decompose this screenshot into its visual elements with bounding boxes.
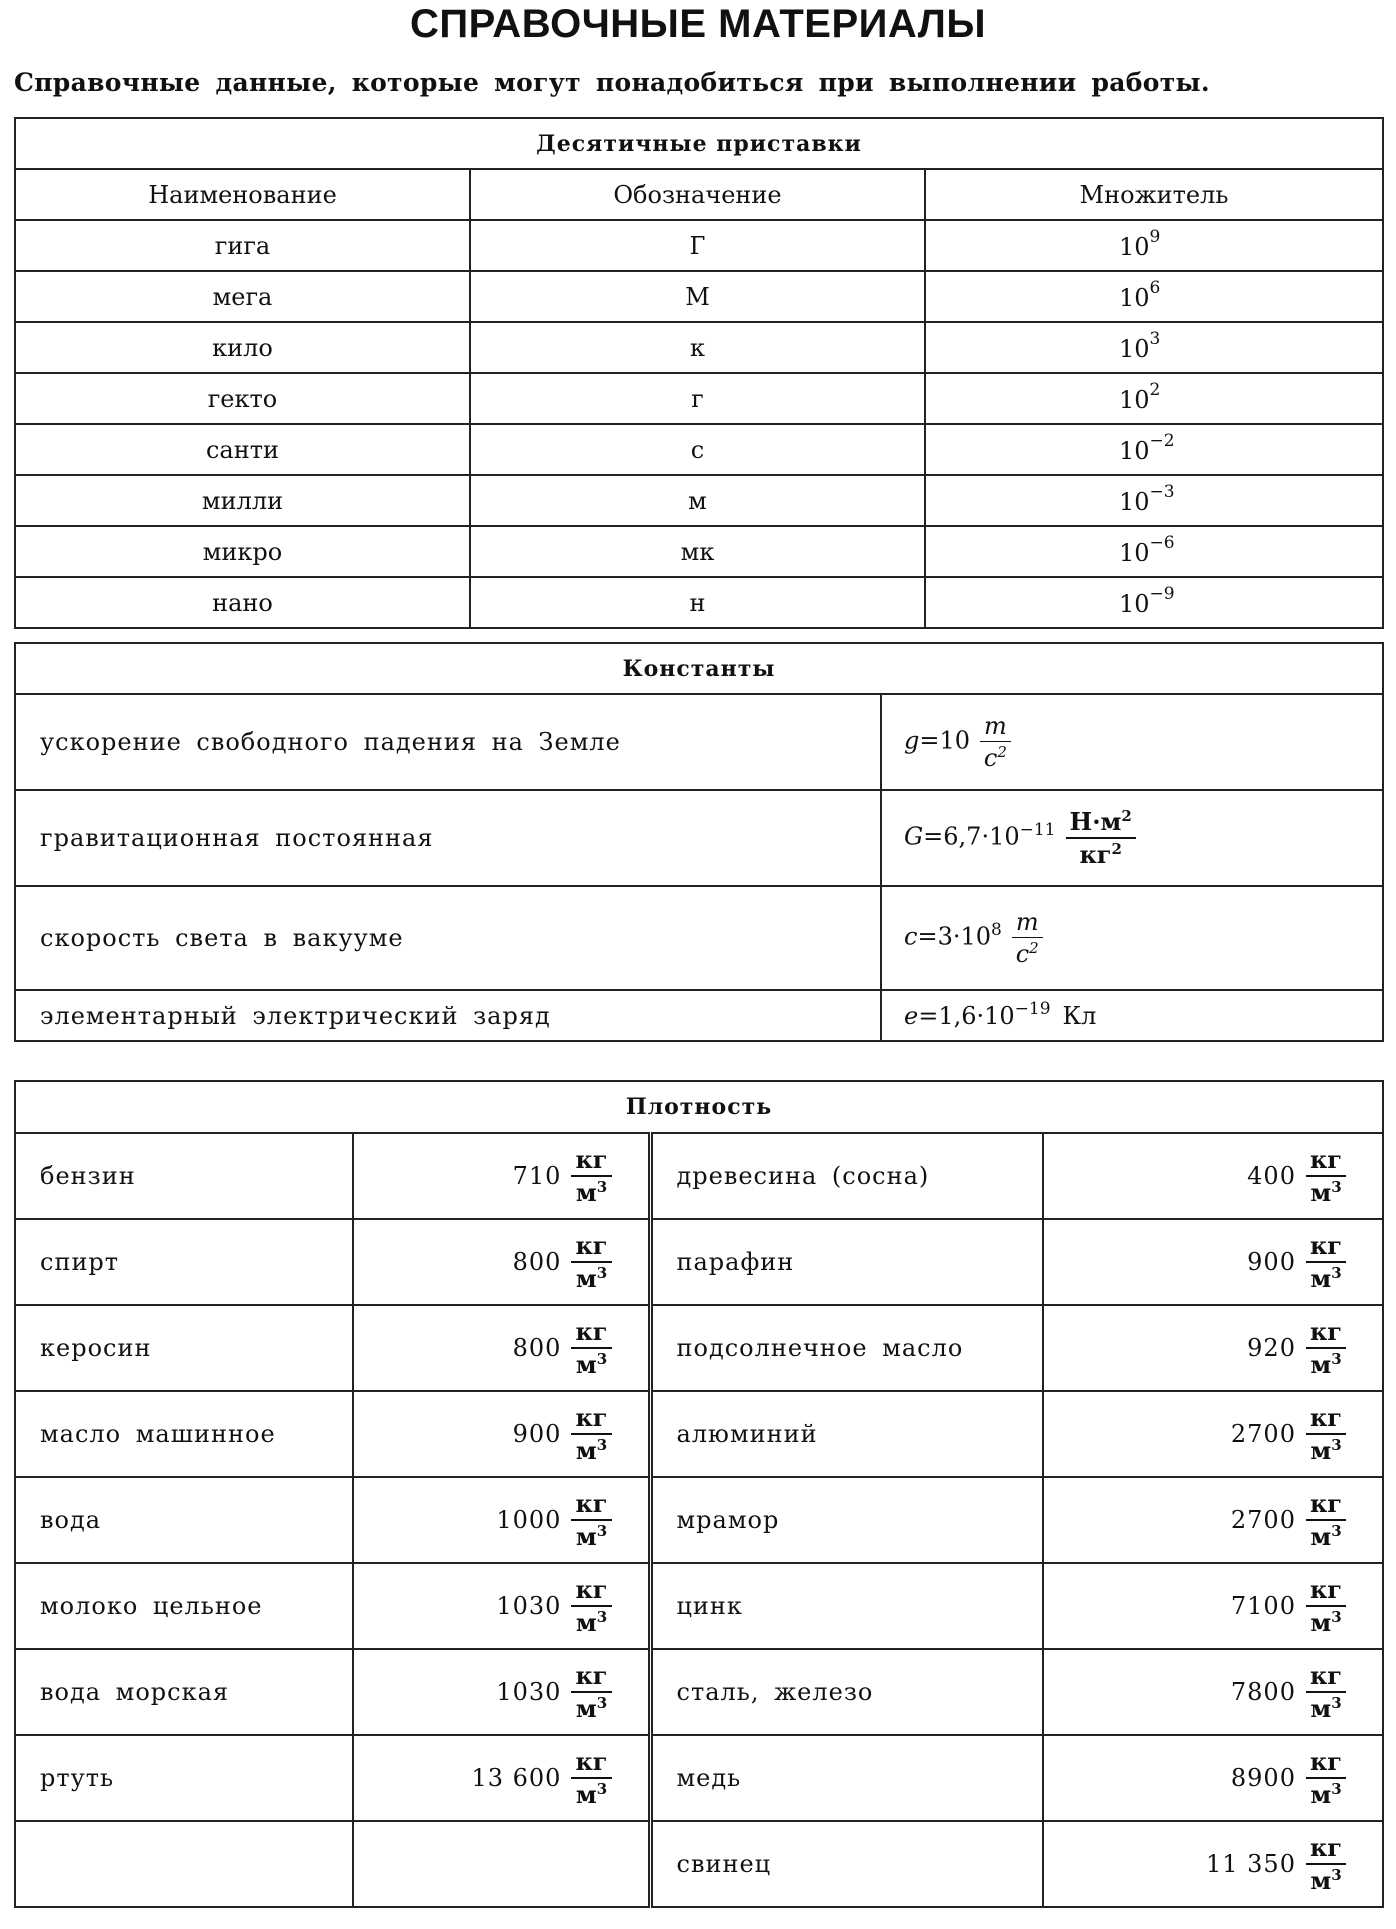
prefix-multiplier bbox=[925, 373, 1383, 424]
unit-denominator-exponent: 3 bbox=[1331, 1522, 1342, 1540]
unit-numerator: кг bbox=[1306, 1661, 1346, 1693]
density-value-cell bbox=[1043, 1563, 1383, 1649]
density-substance: древесина (сосна) bbox=[650, 1133, 1043, 1219]
density-value: 7100 bbox=[1230, 1592, 1296, 1620]
constant-row bbox=[15, 886, 1383, 990]
density-unit bbox=[1306, 1833, 1346, 1895]
prefix-multiplier bbox=[925, 475, 1383, 526]
density-value-cell bbox=[353, 1305, 650, 1391]
constant-unit bbox=[1066, 807, 1136, 869]
density-substance: масло машинное bbox=[15, 1391, 353, 1477]
density-substance: подсолнечное масло bbox=[650, 1305, 1043, 1391]
prefix-row bbox=[15, 271, 1383, 322]
multiplier-base: 10 bbox=[1119, 589, 1150, 618]
density-unit bbox=[571, 1747, 611, 1809]
density-row bbox=[15, 1821, 1383, 1907]
constant-formula bbox=[881, 694, 1383, 790]
prefix-name: гекто bbox=[15, 373, 470, 424]
multiplier-base: 10 bbox=[1119, 487, 1150, 516]
unit-numerator: кг bbox=[1306, 1317, 1346, 1349]
density-row bbox=[15, 1305, 1383, 1391]
prefix-symbol: мк bbox=[470, 526, 925, 577]
unit-denominator: кг bbox=[1079, 840, 1112, 869]
multiplier-exponent: −3 bbox=[1149, 481, 1175, 502]
unit-denominator-exponent: 3 bbox=[596, 1436, 608, 1454]
unit-denominator: м bbox=[1310, 1780, 1332, 1809]
unit-denominator: c bbox=[983, 744, 998, 772]
constant-name: скорость света в вакууме bbox=[15, 886, 881, 990]
density-value: 900 bbox=[512, 1420, 562, 1448]
density-unit bbox=[1306, 1317, 1346, 1379]
density-value-cell bbox=[1043, 1477, 1383, 1563]
density-value: 1030 bbox=[496, 1592, 562, 1620]
prefix-name: кило bbox=[15, 322, 470, 373]
density-unit bbox=[1306, 1661, 1346, 1723]
constant-unit: Кл bbox=[1062, 1001, 1097, 1030]
column-header-symbol: Обозначение bbox=[470, 169, 925, 220]
prefix-symbol: к bbox=[470, 322, 925, 373]
unit-denominator: м bbox=[1310, 1522, 1332, 1551]
prefix-multiplier bbox=[925, 577, 1383, 628]
constant-name: элементарный электрический заряд bbox=[15, 990, 881, 1041]
prefix-name: микро bbox=[15, 526, 470, 577]
column-header-multiplier: Множитель bbox=[925, 169, 1383, 220]
prefix-name: санти bbox=[15, 424, 470, 475]
constant-exponent: −19 bbox=[1014, 998, 1051, 1019]
density-substance: сталь, железо bbox=[650, 1649, 1043, 1735]
unit-denominator-exponent: 3 bbox=[596, 1780, 608, 1798]
density-value-cell bbox=[353, 1219, 650, 1305]
prefixes-column-headers bbox=[15, 169, 1383, 220]
density-unit bbox=[1306, 1403, 1346, 1465]
density-value-cell bbox=[1043, 1133, 1383, 1219]
multiplier-exponent: −2 bbox=[1149, 430, 1175, 451]
unit-denominator-exponent: 3 bbox=[1331, 1178, 1342, 1196]
density-unit bbox=[571, 1489, 611, 1551]
density-substance: ртуть bbox=[15, 1735, 353, 1821]
unit-denominator-exponent: 3 bbox=[596, 1694, 608, 1712]
unit-numerator: Н·м bbox=[1069, 807, 1122, 836]
density-value: 7800 bbox=[1230, 1678, 1296, 1706]
density-value: 400 bbox=[1247, 1162, 1296, 1190]
prefix-symbol: М bbox=[470, 271, 925, 322]
unit-numerator: кг bbox=[571, 1231, 611, 1263]
unit-denominator-exponent: 3 bbox=[596, 1178, 608, 1196]
density-substance: свинец bbox=[650, 1821, 1043, 1907]
density-value-cell bbox=[353, 1477, 650, 1563]
unit-numerator: кг bbox=[1306, 1747, 1346, 1779]
prefix-name: гига bbox=[15, 220, 470, 271]
density-unit bbox=[571, 1403, 611, 1465]
unit-denominator: м bbox=[575, 1436, 597, 1465]
density-value: 710 bbox=[512, 1162, 562, 1190]
unit-denominator-exponent: 3 bbox=[596, 1264, 608, 1282]
density-value-cell bbox=[1043, 1305, 1383, 1391]
density-substance: медь bbox=[650, 1735, 1043, 1821]
density-value-cell bbox=[1043, 1649, 1383, 1735]
multiplier-base: 10 bbox=[1119, 232, 1150, 261]
unit-denominator-exponent: 3 bbox=[1331, 1436, 1342, 1454]
density-row bbox=[15, 1219, 1383, 1305]
constant-value: =1,6·10 bbox=[918, 1001, 1015, 1030]
constant-formula bbox=[881, 990, 1383, 1041]
density-value-cell bbox=[353, 1735, 650, 1821]
unit-numerator: кг bbox=[571, 1747, 611, 1779]
unit-denominator-exponent: 3 bbox=[1331, 1350, 1342, 1368]
density-unit bbox=[1306, 1489, 1346, 1551]
page-subtitle: Справочные данные, которые могут понадобиться при выполнении работы. bbox=[14, 68, 1210, 97]
column-header-name: Наименование bbox=[15, 169, 470, 220]
constant-formula bbox=[881, 886, 1383, 990]
unit-numerator: кг bbox=[571, 1403, 611, 1435]
constant-formula bbox=[881, 790, 1383, 886]
unit-denominator: м bbox=[1310, 1436, 1332, 1465]
constants-header: Константы bbox=[15, 643, 1383, 694]
unit-denominator: м bbox=[1310, 1350, 1332, 1379]
density-unit bbox=[1306, 1145, 1346, 1207]
unit-numerator: кг bbox=[1306, 1231, 1346, 1263]
unit-denominator-exponent: 2 bbox=[997, 743, 1007, 761]
unit-numerator: m bbox=[1015, 908, 1039, 936]
constant-exponent: −11 bbox=[1019, 819, 1056, 840]
density-substance: бензин bbox=[15, 1133, 353, 1219]
prefix-name: мега bbox=[15, 271, 470, 322]
density-row bbox=[15, 1391, 1383, 1477]
density-substance: спирт bbox=[15, 1219, 353, 1305]
density-value: 1000 bbox=[496, 1506, 562, 1534]
density-row bbox=[15, 1649, 1383, 1735]
unit-denominator: м bbox=[1310, 1866, 1332, 1895]
constant-name: ускорение свободного падения на Земле bbox=[15, 694, 881, 790]
density-row bbox=[15, 1735, 1383, 1821]
density-substance: молоко цельное bbox=[15, 1563, 353, 1649]
unit-denominator: м bbox=[575, 1780, 597, 1809]
unit-numerator: кг bbox=[571, 1145, 611, 1177]
multiplier-exponent: 2 bbox=[1149, 379, 1161, 400]
unit-numerator: кг bbox=[1306, 1833, 1346, 1865]
density-value: 2700 bbox=[1230, 1506, 1296, 1534]
unit-denominator: м bbox=[575, 1178, 597, 1207]
density-value: 800 bbox=[512, 1334, 562, 1362]
density-unit bbox=[1306, 1231, 1346, 1293]
density-value: 2700 bbox=[1230, 1420, 1296, 1448]
unit-denominator-exponent: 2 bbox=[1029, 939, 1039, 957]
multiplier-base: 10 bbox=[1119, 334, 1150, 363]
density-row bbox=[15, 1133, 1383, 1219]
constant-name: гравитационная постоянная bbox=[15, 790, 881, 886]
unit-denominator-exponent: 3 bbox=[1331, 1264, 1342, 1282]
prefix-multiplier bbox=[925, 424, 1383, 475]
density-substance: вода морская bbox=[15, 1649, 353, 1735]
unit-denominator-exponent: 2 bbox=[1111, 840, 1122, 858]
density-value: 920 bbox=[1247, 1334, 1296, 1362]
unit-numerator: кг bbox=[1306, 1403, 1346, 1435]
unit-denominator: м bbox=[1310, 1694, 1332, 1723]
density-substance bbox=[15, 1821, 353, 1907]
multiplier-exponent: 3 bbox=[1149, 328, 1161, 349]
unit-numerator: кг bbox=[1306, 1489, 1346, 1521]
prefix-name: нано bbox=[15, 577, 470, 628]
density-substance: алюминий bbox=[650, 1391, 1043, 1477]
constant-variable: c bbox=[904, 922, 918, 951]
constant-variable: g bbox=[904, 726, 920, 755]
unit-denominator-exponent: 3 bbox=[1331, 1694, 1342, 1712]
prefix-name: милли bbox=[15, 475, 470, 526]
density-value-cell bbox=[353, 1133, 650, 1219]
density-value: 8900 bbox=[1230, 1764, 1296, 1792]
prefix-multiplier bbox=[925, 526, 1383, 577]
density-value-cell bbox=[1043, 1821, 1383, 1907]
constant-row bbox=[15, 790, 1383, 886]
unit-denominator: м bbox=[1310, 1608, 1332, 1637]
unit-numerator: кг bbox=[571, 1489, 611, 1521]
multiplier-exponent: −6 bbox=[1149, 532, 1175, 553]
unit-denominator-exponent: 3 bbox=[1331, 1780, 1342, 1798]
multiplier-base: 10 bbox=[1119, 538, 1150, 567]
density-value-cell bbox=[1043, 1735, 1383, 1821]
unit-denominator-exponent: 3 bbox=[596, 1608, 608, 1626]
density-row bbox=[15, 1563, 1383, 1649]
density-substance: парафин bbox=[650, 1219, 1043, 1305]
density-unit bbox=[1306, 1747, 1346, 1809]
unit-numerator: кг bbox=[571, 1317, 611, 1349]
unit-denominator: м bbox=[575, 1694, 597, 1723]
unit-denominator-exponent: 3 bbox=[1331, 1608, 1342, 1626]
density-unit bbox=[571, 1317, 611, 1379]
density-value-cell bbox=[1043, 1391, 1383, 1477]
constant-unit bbox=[1012, 908, 1043, 968]
constant-row bbox=[15, 694, 1383, 790]
prefix-row bbox=[15, 475, 1383, 526]
prefix-symbol: Г bbox=[470, 220, 925, 271]
prefix-symbol: м bbox=[470, 475, 925, 526]
prefix-row bbox=[15, 526, 1383, 577]
prefix-row bbox=[15, 322, 1383, 373]
density-value: 1030 bbox=[496, 1678, 562, 1706]
unit-denominator: м bbox=[1310, 1264, 1332, 1293]
density-value-cell bbox=[353, 1649, 650, 1735]
density-unit bbox=[571, 1231, 611, 1293]
unit-numerator: m bbox=[984, 712, 1007, 740]
unit-denominator: м bbox=[575, 1350, 597, 1379]
prefixes-table bbox=[14, 117, 1384, 629]
constant-value: =3·10 bbox=[917, 922, 991, 951]
density-value: 13 600 bbox=[471, 1764, 562, 1792]
density-unit bbox=[1306, 1575, 1346, 1637]
multiplier-exponent: 9 bbox=[1149, 226, 1161, 247]
prefix-row bbox=[15, 373, 1383, 424]
density-header: Плотность bbox=[15, 1081, 1383, 1133]
density-value-cell bbox=[353, 1391, 650, 1477]
unit-denominator-exponent: 3 bbox=[1331, 1866, 1342, 1884]
multiplier-base: 10 bbox=[1119, 436, 1150, 465]
density-substance: вода bbox=[15, 1477, 353, 1563]
prefix-symbol: г bbox=[470, 373, 925, 424]
density-unit bbox=[571, 1575, 611, 1637]
unit-numerator: кг bbox=[571, 1575, 611, 1607]
prefix-row bbox=[15, 424, 1383, 475]
constant-unit bbox=[980, 712, 1011, 772]
density-value-cell bbox=[1043, 1219, 1383, 1305]
density-unit bbox=[571, 1145, 611, 1207]
density-value: 800 bbox=[512, 1248, 562, 1276]
unit-denominator: м bbox=[575, 1522, 597, 1551]
unit-numerator: кг bbox=[1306, 1145, 1346, 1177]
constant-row bbox=[15, 990, 1383, 1041]
constant-value: =6,7·10 bbox=[923, 822, 1020, 851]
unit-denominator: м bbox=[1310, 1178, 1332, 1207]
prefix-multiplier bbox=[925, 271, 1383, 322]
density-value: 900 bbox=[1247, 1248, 1296, 1276]
unit-denominator-exponent: 3 bbox=[596, 1522, 608, 1540]
density-substance: керосин bbox=[15, 1305, 353, 1391]
unit-numerator-exponent: 2 bbox=[1121, 807, 1132, 825]
multiplier-base: 10 bbox=[1119, 385, 1150, 414]
unit-denominator: м bbox=[575, 1608, 597, 1637]
prefix-multiplier bbox=[925, 322, 1383, 373]
multiplier-base: 10 bbox=[1119, 283, 1150, 312]
page-title: СПРАВОЧНЫЕ МАТЕРИАЛЫ bbox=[410, 2, 986, 46]
density-value: 11 350 bbox=[1205, 1850, 1296, 1878]
density-table bbox=[14, 1080, 1384, 1908]
constant-variable: G bbox=[904, 822, 924, 851]
density-value-cell bbox=[353, 1563, 650, 1649]
density-substance: цинк bbox=[650, 1563, 1043, 1649]
unit-denominator: c bbox=[1015, 940, 1030, 968]
prefix-row bbox=[15, 577, 1383, 628]
multiplier-exponent: 6 bbox=[1149, 277, 1161, 298]
density-substance: мрамор bbox=[650, 1477, 1043, 1563]
constant-exponent: 8 bbox=[991, 919, 1002, 940]
prefix-row bbox=[15, 220, 1383, 271]
prefix-multiplier bbox=[925, 220, 1383, 271]
density-unit bbox=[571, 1661, 611, 1723]
prefixes-header: Десятичные приставки bbox=[15, 118, 1383, 169]
unit-denominator: м bbox=[575, 1264, 597, 1293]
unit-numerator: кг bbox=[571, 1661, 611, 1693]
unit-denominator-exponent: 3 bbox=[596, 1350, 608, 1368]
prefix-symbol: с bbox=[470, 424, 925, 475]
multiplier-exponent: −9 bbox=[1149, 583, 1175, 604]
prefix-symbol: н bbox=[470, 577, 925, 628]
density-value-cell bbox=[353, 1821, 650, 1907]
unit-numerator: кг bbox=[1306, 1575, 1346, 1607]
density-row bbox=[15, 1477, 1383, 1563]
constants-table bbox=[14, 642, 1384, 1042]
constant-variable: e bbox=[904, 1001, 919, 1030]
constant-value: =10 bbox=[919, 726, 971, 755]
